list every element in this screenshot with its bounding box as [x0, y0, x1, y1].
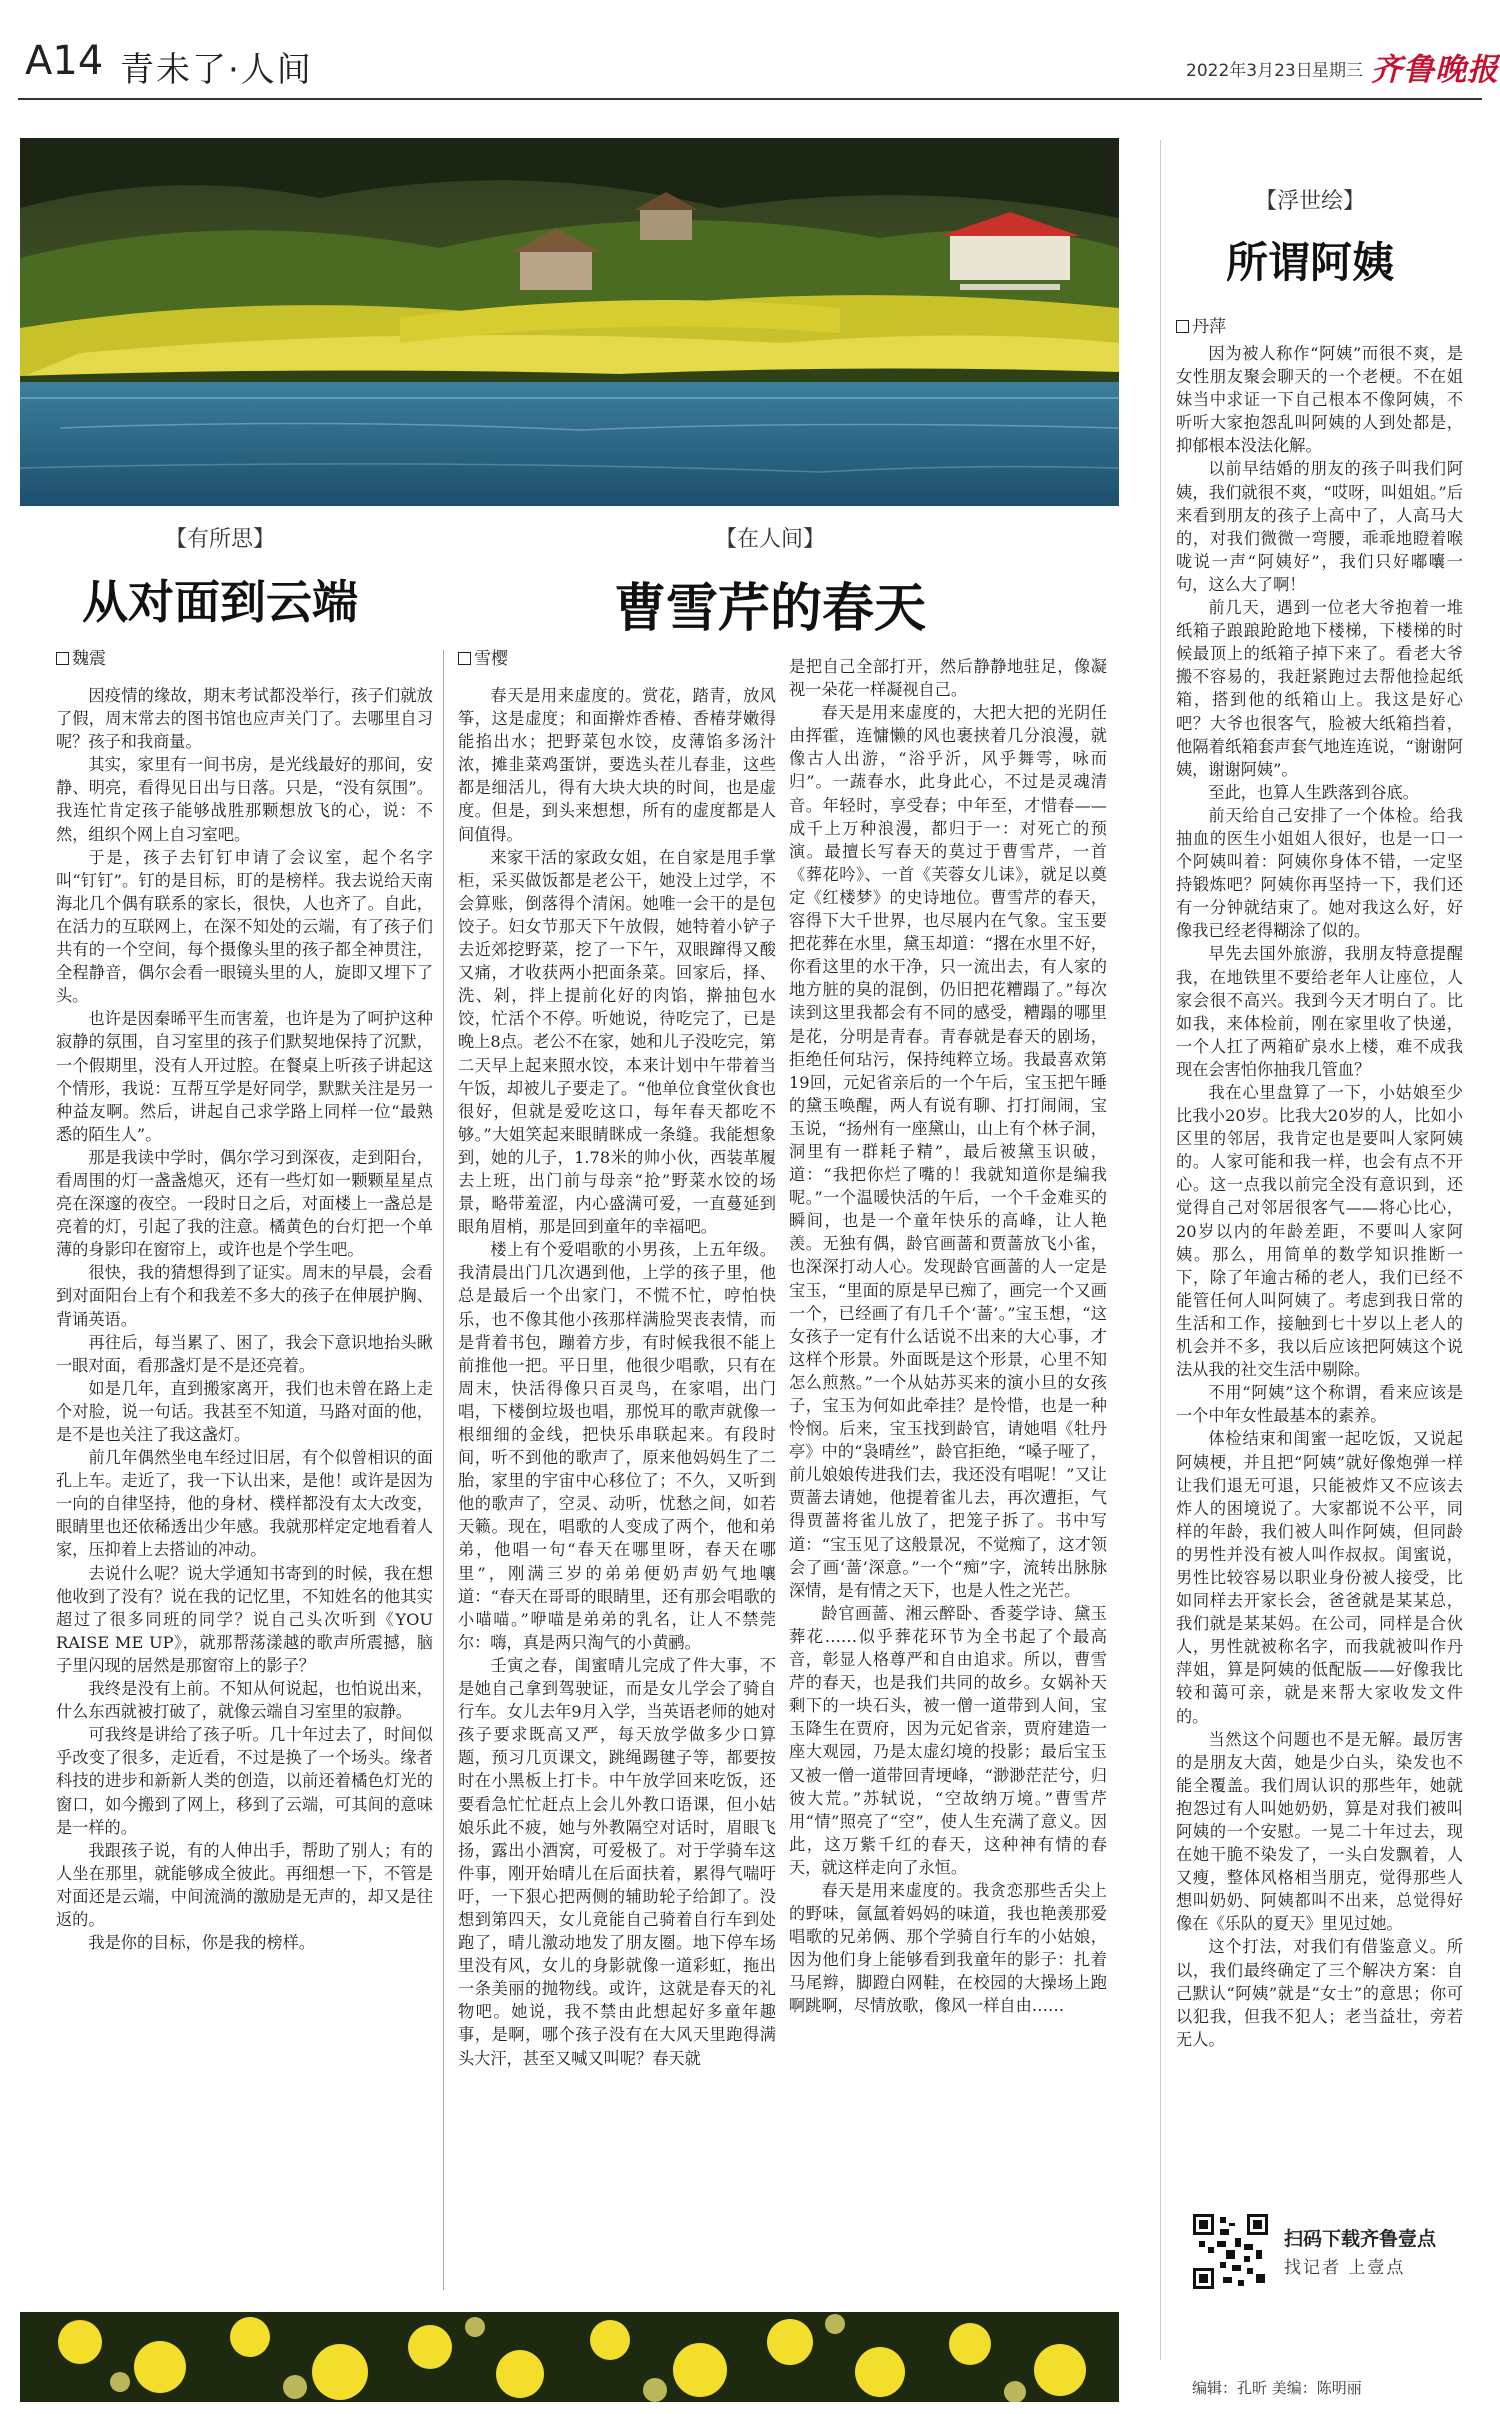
qr-title: 扫码下载齐鲁壹点: [1284, 2228, 1437, 2250]
paragraph: 至此，也算人生跌落到谷底。: [1208, 782, 1419, 802]
paragraph: 体检结束和闺蜜一起吃饭，又说起阿姨梗，并且把“阿姨”就好像炮弹一样让我们退无可退，只能被炸又不应该去炸人的困境说了。大家都说不公平，同样的年龄，我们被人叫作阿姨，但同龄的男性并没有被人叫作叔叔。闺蜜说，男性比较容易以职业身份被人接受，比如同样去开家长会，爸爸就是某某总，我们就是某某妈。在公司，同样是合伙人，男性就被称名字，而我就被叫作丹萍姐，算是阿姨的低配版——好像我比较和蔼可亲，就是来帮大家收发文件的。: [1176, 1429, 1463, 1726]
title-right: 所谓阿姨: [1225, 238, 1394, 287]
title-center: 曹雪芹的春天: [613, 578, 926, 639]
paragraph: 春天是用来虚度的，大把大把的光阴任由挥霍，连慵懒的风也裹挟着几分浪漫，就像古人出游，“浴乎沂，风乎舞雩，咏而归”。一蔬春水，此身此心，不过是灵魂清音。年轻时，享受春；中年至，才惜春——成千上万种浪漫，都归于一：对死亡的预演。最擅长写春天的莫过于曹雪芹，一首《葬花吟》、一首《芙蓉女儿诔》，就足以奠定《红楼梦》的史诗地位。曹雪芹的春天，容得下大千世界，也尽展内在气象。宝玉要把花葬在水里，黛玉却道：“撂在水里不好，你看这里的水干净，只一流出去，有人家的地方脏的臭的混倒，仍旧把花糟蹋了。”每次读到这里我都会有不同的感受，糟蹋的哪里是花，分明是青春。青春就是春天的剧场，拒绝任何玷污，保持纯粹立场。我最喜欢第19回，元妃省亲后的一个午后，宝玉把午睡的黛玉唤醒，两人有说有聊、打打闹闹，宝玉说，“扬州有一座黛山，山上有个林子洞，洞里有一群耗子精”，最后被黛玉识破，道：“我把你烂了嘴的！我就知道你是编我呢。”一个温暖快活的午后，一个千金难买的瞬间，也是一个童年快乐的高峰，让人艳羡。无独有偶，龄官画蔷和贾蔷放飞小雀，也深深打动人心。发现龄官画蔷的人一定是宝玉，“里面的原是早已痴了，画完一个又画一个，已经画了有几千个‘蔷’。”宝玉想，“这女孩子一定有什么话说不出来的大心事，才这样个形景。外面既是这个形景，心里不知怎么煎熬。”一个从姑苏买来的演小旦的女孩子，宝玉为何如此牵挂？是怜惜，也是一种怜悯。后来，宝玉找到龄官，请她唱《牡丹亭》中的“袅晴丝”，龄官拒绝，“嗓子哑了，前儿娘娘传进我们去，我还没有唱呢！”又让贾蔷去请她，他提着雀儿去，再次遭拒，气得贾蔷将雀儿放了，把笼子拆了。书中写道：“宝玉见了这般景况，不觉痴了，这才领会了画‘蔷’深意。”一个“痴”字，流转出脉脉深情，是有情之天下，也是人性之光芒。: [789, 703, 1107, 1600]
flower-strip-photo: [20, 2312, 1119, 2402]
paragraph: 这个打法，对我们有借鉴意义。所以，我们最终确定了三个解决方案：自己默认“阿姨”就是“女士”的意思；你可以犯我，但我不犯人；老当益壮，旁若无人。: [1176, 1937, 1463, 2049]
paragraph: 壬寅之春，闺蜜晴儿完成了件大事，不是她自己拿到驾驶证，而是女儿学会了骑自行车。女儿去年9月入学，当英语老师的她对孩子要求既高又严，每天放学做多少口算题，预习几页课文，跳绳踢毽子等，都要按时在小黑板上打卡。中午放学回来吃饭，还要看急忙忙赶点上会儿外教口语课，但小姑娘乐此不疲，她与外教隔空对话时，眉眼飞扬，露出小酒窝，可爱极了。对于学骑车这件事，刚开始晴儿在后面扶着，累得气喘吁吁，一下狠心把两侧的辅助轮子给卸了。没想到第四天，女儿竟能自己骑着自行车到处跑了，晴儿激动地发了朋友圈。地下停车场里没有风，女儿的身影就像一道彩虹，拖出一条美丽的抛物线。或许，这就是春天的礼物吧。她说，我不禁由此想起好多童年趣事，是啊，哪个孩子没有在大风天里跑得满头大汗，甚至又喊又叫呢？春天就: [458, 1655, 776, 2068]
column-center-b: [789, 655, 1107, 2305]
paragraph: 如是几年，直到搬家离开，我们也未曾在路上走个对脸，说一句话。我甚至不知道，马路对面的他，是不是也关注了我这盏灯。: [56, 1378, 433, 1444]
paragraph-continued: 是把自己全部打开，然后静静地驻足，像凝视一朵花一样凝视自己。: [789, 657, 1107, 700]
paragraph: 不用“阿姨”这个称谓，看来应该是一个中年女性最基本的素养。: [1176, 1383, 1463, 1426]
paragraph: 我是你的目标，你是我的榜样。: [88, 1933, 316, 1953]
paragraph: 龄官画蔷、湘云醉卧、香菱学诗、黛玉葬花……似乎葬花环节为全书起了个最高音，彰显人格尊严和自由追求。所以，曹雪芹的春天，也是我们共同的故乡。女娲补天剩下的一块石头，被一僧一道带到人间，宝玉降生在贾府，因为元妃省亲，贾府建造一座大观园，乃是太虚幻境的投影；最后宝玉又被一僧一道带回青埂峰，“渺渺茫茫兮，归彼大荒。”苏轼说，“空故纳万境。”曹雪芹用“情”照亮了“空”，使人生充满了意义。因此，这万紫千红的春天，这种神有情的春天，就这样走向了永恒。: [789, 1603, 1107, 1877]
issue-date: 2022年3月23日: [1186, 61, 1313, 81]
issue-weekday: 星期三: [1312, 61, 1363, 81]
paragraph: 再往后，每当累了、困了，我会下意识地抬头瞅一眼对面，看那盏灯是不是还亮着。: [56, 1332, 433, 1375]
kicker-left: 【有所思】: [164, 527, 275, 552]
landscape-photo: [20, 138, 1119, 506]
byline-box-icon: [1176, 320, 1189, 333]
paragraph: 前几天，遇到一位老大爷抱着一堆纸箱子踉踉跄跄地下楼梯，下楼梯的时候最顶上的纸箱子掉下来了。看老大爷搬不容易的，我赶紧跑过去帮他捡起纸箱，搭到他的纸箱山上。我这是好心吧？大爷也很客气，脸被大纸箱挡着，他隔着纸箱套声套气地连连说，“谢谢阿姨，谢谢阿姨”。: [1176, 598, 1463, 779]
column-center-a: [458, 684, 776, 2304]
editor-credits: 编辑：孔昕 美编：陈明丽: [1192, 2379, 1362, 2397]
paragraph: 前天给自己安排了一个体检。给我抽血的医生小姐姐人很好，也是一口一个阿姨叫着：阿姨你身体不错，一定坚持锻炼吧？阿姨你再坚持一下，我们还有一分钟就结束了。她对我这么好，好像我已经老得糊涂了似的。: [1176, 805, 1463, 941]
paragraph: 春天是用来虚度的。我贪恋那些舌尖上的野味，氤氲着妈妈的味道，我也艳羡那爱唱歌的兄弟俩、那个学骑自行车的小姑娘，因为他们身上能够看到我童年的影子：扎着马尾辫，脚蹬白网鞋，在校园的大操场上跑啊跳啊，尽情放歌，像风一样自由……: [789, 1880, 1107, 2016]
header-rule: [18, 98, 1482, 100]
byline-left: 魏震: [56, 644, 106, 669]
paragraph: 来家干活的家政女姐，在自家是甩手掌柜，采买做饭都是老公干，她没上过学，不会算账，倒落得个清闲。她唯一会干的是包饺子。妇女节那天下午放假，她特着小铲子去近郊挖野菜，挖了一下午，双眼蹿得又酸又痛，才收获两小把面条菜。回家后，择、洗、剁，拌上提前化好的肉馅，擀抽包水饺，忙活个不停。听她说，待吃完了，已是晚上8点。老公不在家，她和儿子没吃完，第二天早上起来照水饺，本来计划中午带着当午饭，却被儿子要走了。“他单位食堂伙食也很好，但就是爱吃这口，每年春天都吃不够。”大姐笑起来眼睛眯成一条缝。我能想象到，她的儿子，1.78米的帅小伙，西装革履去上班，出门前与母亲“抢”野菜水饺的场景，略带羞涩，内心盛满可爱，一直蔓延到眼角眉梢，那是回到童年的幸福吧。: [458, 847, 776, 1237]
qr-subtitle: 找记者 上壹点: [1284, 2258, 1406, 2278]
paragraph: 去说什么呢？说大学通知书寄到的时候，我在想他收到了没有？说在我的记忆里，不知姓名的他其实超过了很多同班的同学？说自己头次听到《YOU RAISE ME UP》，就那帮荡漾越的歌声所震撼，脑子里闪现的居然是那窗帘上的影子？: [56, 1563, 433, 1675]
paragraph: 我终是没有上前。不知从何说起，也怕说出来，什么东西就被打破了，就像云端自习室里的寂静。: [56, 1679, 433, 1722]
newspaper-logo: 齐鲁晚报: [1371, 52, 1499, 88]
paragraph: 前几年偶然坐电车经过旧居，有个似曾相识的面孔上车。走近了，我一下认出来，是他！或许是因为一向的自律坚持，他的身材、樸样都没有太大改变，眼睛里也还依稀透出少年感。我就那样定定地看着人家，压抑着上去搭讪的冲动。: [56, 1448, 433, 1560]
paragraph: 因疫情的缘故，期末考试都没举行，孩子们就放了假，周末常去的图书馆也应声关门了。去哪里自习呢？孩子和我商量。: [56, 686, 433, 752]
page-number: A14: [25, 38, 104, 84]
paragraph: 很快，我的猜想得到了证实。周末的早晨，会看到对面阳台上有个和我差不多大的孩子在伸展护胸、背诵英语。: [56, 1263, 433, 1329]
paragraph: 当然这个问题也不是无解。最厉害的是朋友大茵，她是少白头，染发也不能全覆盖。我们周认识的那些年，她就抱怨过有人叫她奶奶，算是对我们被叫阿姨的一个安慰。一晃二十年过去，现在她干脆不染发了，一头白发飘着，人又瘦，整体风格相当朋克，觉得那些人想叫奶奶、阿姨都叫不出来，总觉得好像在《乐队的夏天》里见过她。: [1176, 1729, 1463, 1934]
byline-box-icon: [56, 652, 69, 665]
kicker-center: 【在人间】: [714, 527, 825, 552]
section-name: 青未了·人间: [120, 50, 313, 90]
column-left: [56, 684, 433, 2274]
kicker-right: 【浮世绘】: [1254, 189, 1365, 214]
paragraph: 那是我读中学时，偶尔学习到深夜，走到阳台，看周围的灯一盏盏熄灭，还有一些灯如一颗颗星星点亮在深邃的夜空。一段时日之后，对面楼上一盏总是亮着的灯，引起了我的注意。橘黄色的台灯把一个单薄的身影印在窗帘上，或许也是个学生吧。: [56, 1147, 433, 1260]
paragraph: 我在心里盘算了一下，小姑娘至少比我小20岁。比我大20岁的人，比如小区里的邻居，我肯定也是要叫人家阿姨的。人家可能和我一样，也会有点不开心。这一点我以前完全没有意识到，还觉得自己对邻居很客气——将心比心，20岁以内的年龄差距，不要叫人家阿姨。那么，用简单的数学知识推断一下，除了年逾古稀的老人，我们已经不能管任何人叫阿姨了。考虑到我日常的生活和工作，接触到七十岁以上老人的机会并不多，我以后应该把阿姨这个说法从我的社交生活中剔除。: [1176, 1083, 1463, 1380]
paragraph: 也许是因秦晞平生而害羞，也许是为了呵护这种寂静的氛围，自习室里的孩子们默契地保持了沉默，一个假期里，没有人开过腔。在餐桌上听孩子讲起这个情形，我说：互帮互学是好同学，默默关注是另一种益友啊。然后，讲起自己求学路上同样一位“最熟悉的陌生人”。: [56, 1009, 433, 1144]
column-divider: [443, 650, 444, 2290]
paragraph: 以前早结婚的朋友的孩子叫我们阿姨，我们就很不爽，“哎呀，叫姐姐。”后来看到朋友的孩子上高中了，人高马大的，对我们微微一弯腰，乖乖地瞪着喉咙说一声“阿姨好”，我们只好嘟囔一句，这么大了啊！: [1176, 459, 1463, 594]
paragraph: 于是，孩子去钉钉申请了会议室，起个名字叫“钉钉”。钉的是目标，盯的是榜样。我去说给天南海北几个偶有联系的家长，很快，人也齐了。自此，在活力的互联网上，在深不知处的云端，有了孩子们共有的一个空间，每个摄像头里的孩子都全神贯注，全程静音，偶尔会看一眼镜头里的人，旋即又埋下了头。: [56, 847, 433, 1006]
page-header: [0, 0, 1500, 100]
paragraph: 其实，家里有一间书房，是光线最好的那间，安静、明亮，看得见日出与日落。只是，“没有氛围”。我连忙肯定孩子能够战胜那颗想放飞的心，说：不然，组织个网上自习室吧。: [56, 755, 433, 844]
paragraph: 可我终是讲给了孩子听。几十年过去了，时间似乎改变了很多，走近看，不过是换了一个场头。缘者科技的进步和新新人类的创造，以前还着橘色灯光的窗口，如今搬到了网上，移到了云端，可其间的意味是一样的。: [56, 1725, 433, 1837]
right-column-divider: [1160, 140, 1161, 2360]
paragraph: 我跟孩子说，有的人伸出手，帮助了别人；有的人坐在那里，就能够成全彼此。再细想一下，不管是对面还是云端，中间流淌的激励是无声的，却又是往返的。: [56, 1840, 433, 1929]
byline-box-icon: [458, 652, 471, 665]
paragraph: 早先去国外旅游，我朋友特意提醒我，在地铁里不要给老年人让座位，人家会很不高兴。我到今天才明白了。比如我，来体检前，刚在家里收了快递，一个人扛了两箱矿泉水上楼，难不成我现在会害怕你抽我几管血？: [1176, 944, 1463, 1079]
paragraph: 楼上有个爱唱歌的小男孩，上五年级。我清晨出门几次遇到他，上学的孩子里，他总是最后一个出家门，不慌不忙，哼怕快乐，也不像其他小孩那样满脸哭丧表情，而是背着书包，蹦着方步，有时候我很不能上前推他一把。平日里，他很少唱歌，只有在周末，快活得像只百灵鸟，在家唱，出门唱，下楼倒垃圾也唱，那悦耳的歌声就像一根细细的金线，把快乐串联起来。有段时间，听不到他的歌声了，原来他妈妈生了二胎，家里的宇宙中心移位了；不久，又听到他的歌声了，空灵、动听，忧愁之间，如若天籁。现在，唱歌的人变成了两个，他和弟弟，他唱一句“春天在哪里呀，春天在哪里”，刚满三岁的弟弟便奶声奶气地嚷道：“春天在哥哥的眼睛里，还有那会唱歌的小喵喵。”咿喵是弟弟的乳名，让人不禁莞尔：嗨，真是两只淘气的小黄鹂。: [458, 1240, 776, 1652]
byline-center: 雪樱: [458, 644, 508, 669]
paragraph: 因为被人称作“阿姨”而很不爽，是女性朋友聚会聊天的一个老梗。不在姐妹当中求证一下自己根本不像阿姨，不听听大家抱怨乱叫阿姨的人到处都是，抑郁根本没法化解。: [1176, 344, 1463, 456]
title-left: 从对面到云端: [82, 575, 358, 629]
qr-code-icon[interactable]: [1193, 2214, 1268, 2289]
column-right: [1176, 342, 1463, 2202]
byline-right: 丹萍: [1176, 312, 1226, 337]
paragraph: 春天是用来虚度的。赏花，踏青，放风筝，这是虚度；和面擀炸香椿、香椿芽嫩得能掐出水；把野菜包水饺，皮薄馅多汤汁浓，摊韭菜鸡蛋饼，要选头茬儿春韭，这些都是细活儿，得有大块大块的时间，也是虚度。但是，到头来想想，所有的虚度都是人间值得。: [458, 686, 776, 844]
